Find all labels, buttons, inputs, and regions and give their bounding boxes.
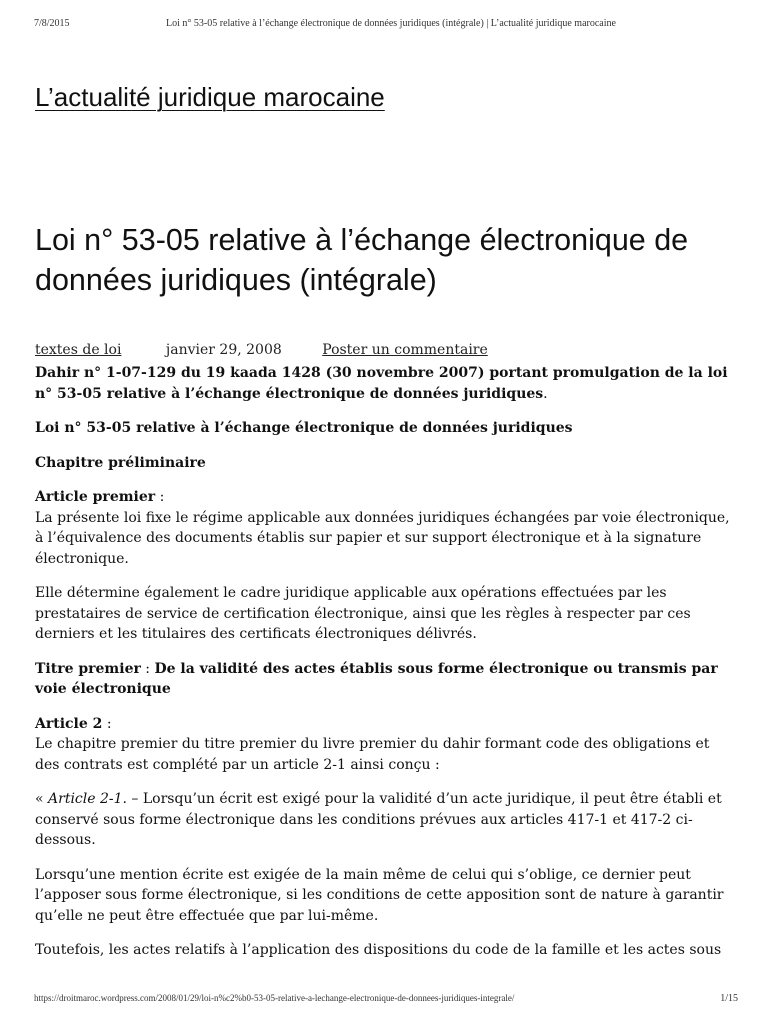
- article-1: [35, 487, 737, 569]
- dahir-text: Dahir n° 1-07-129 du 19 kaada 1428 (30 novembre 2007) portant promulgation de la loi n° 53-05 relative à l’échange électronique de données juridiques: [35, 365, 728, 402]
- article-1-label: Article premier: [35, 489, 156, 505]
- law-title: Loi n° 53-05 relative à l’échange électronique de données juridiques: [35, 420, 573, 436]
- title-one-text: De la validité des actes établis sous forme électronique ou transmis par voie électronique: [35, 660, 718, 697]
- print-date: 7/8/2015: [34, 18, 70, 29]
- print-page-title: Loi n° 53-05 relative à l’échange électronique de données juridiques (intégrale) | L’actualité juridique marocaine: [166, 18, 616, 29]
- dahir-paragraph: [35, 363, 737, 404]
- article-1-paragraph-2: Elle détermine également le cadre juridique applicable aux opérations effectuées par les prestataires de service de certification électronique, ainsi que les règles à respecter par ces derniers et les titulaires des certificats électroniques délivrés.: [35, 585, 691, 642]
- mention-paragraph: Lorsqu’une mention écrite est exigée de la main même de celui qui s’oblige, ce dernier peut l’apposer sous forme électronique, si les conditions de cette apposition sont de nature à garantir qu’elle ne peut être effectuée que par lui-même.: [35, 866, 724, 924]
- print-header: [34, 18, 748, 32]
- page-number: 1/15: [720, 993, 738, 1004]
- title-one-heading: [35, 659, 737, 700]
- article-2: [35, 714, 737, 776]
- title-one-label: Titre premier: [35, 660, 141, 677]
- article-2-1-label: Article 2-1.: [48, 791, 127, 807]
- article-2-colon: :: [102, 715, 112, 732]
- article-1-text: La présente loi fixe le régime applicable aux données juridiques échangées par voie électronique, à l’équivalence des documents établis sur papier et sur support électronique et à la signature électronique.: [35, 509, 730, 567]
- post-title: Loi n° 53-05 relative à l’échange électronique de données juridiques (intégrale): [35, 223, 689, 297]
- article-2-label: Article 2: [35, 715, 103, 732]
- print-url: https://droitmaroc.wordpress.com/2008/01/29/loi-n%c2%b0-53-05-relative-a-lechange-electronique-de-donnees-juridiques-integrale/: [34, 993, 515, 1003]
- category-link[interactable]: textes de loi: [35, 342, 122, 358]
- site-title-link[interactable]: L’actualité juridique marocaine: [35, 82, 385, 112]
- chapter-title: Chapitre préliminaire: [35, 454, 206, 471]
- post-date: janvier 29, 2008: [165, 342, 282, 358]
- toutefois-paragraph: Toutefois, les actes relatifs à l’application des dispositions du code de la famille et les actes sous: [35, 942, 722, 958]
- article-1-colon: :: [155, 489, 165, 505]
- dahir-period: .: [543, 385, 548, 402]
- article-2-1: [35, 789, 737, 851]
- article-2-1-text: – Lorsqu’un écrit est exigé pour la validité d’un acte juridique, il peut être établi et conservé sous forme électronique dans les conditions prévues aux articles 417-1 et 417-2 ci-dessous.: [35, 791, 722, 848]
- post-meta: [35, 342, 735, 358]
- chapter-heading: [35, 453, 737, 474]
- quote-open: «: [35, 791, 49, 807]
- comment-link[interactable]: Poster un commentaire: [322, 342, 488, 358]
- print-footer: [34, 993, 738, 1007]
- post-content: [35, 363, 737, 975]
- title-one-separator: :: [140, 660, 155, 677]
- article-2-text: Le chapitre premier du titre premier du livre premier du dahir formant code des obligations et des contrats est complété par un article 2-1 ainsi conçu :: [35, 736, 710, 773]
- law-heading: [35, 418, 737, 439]
